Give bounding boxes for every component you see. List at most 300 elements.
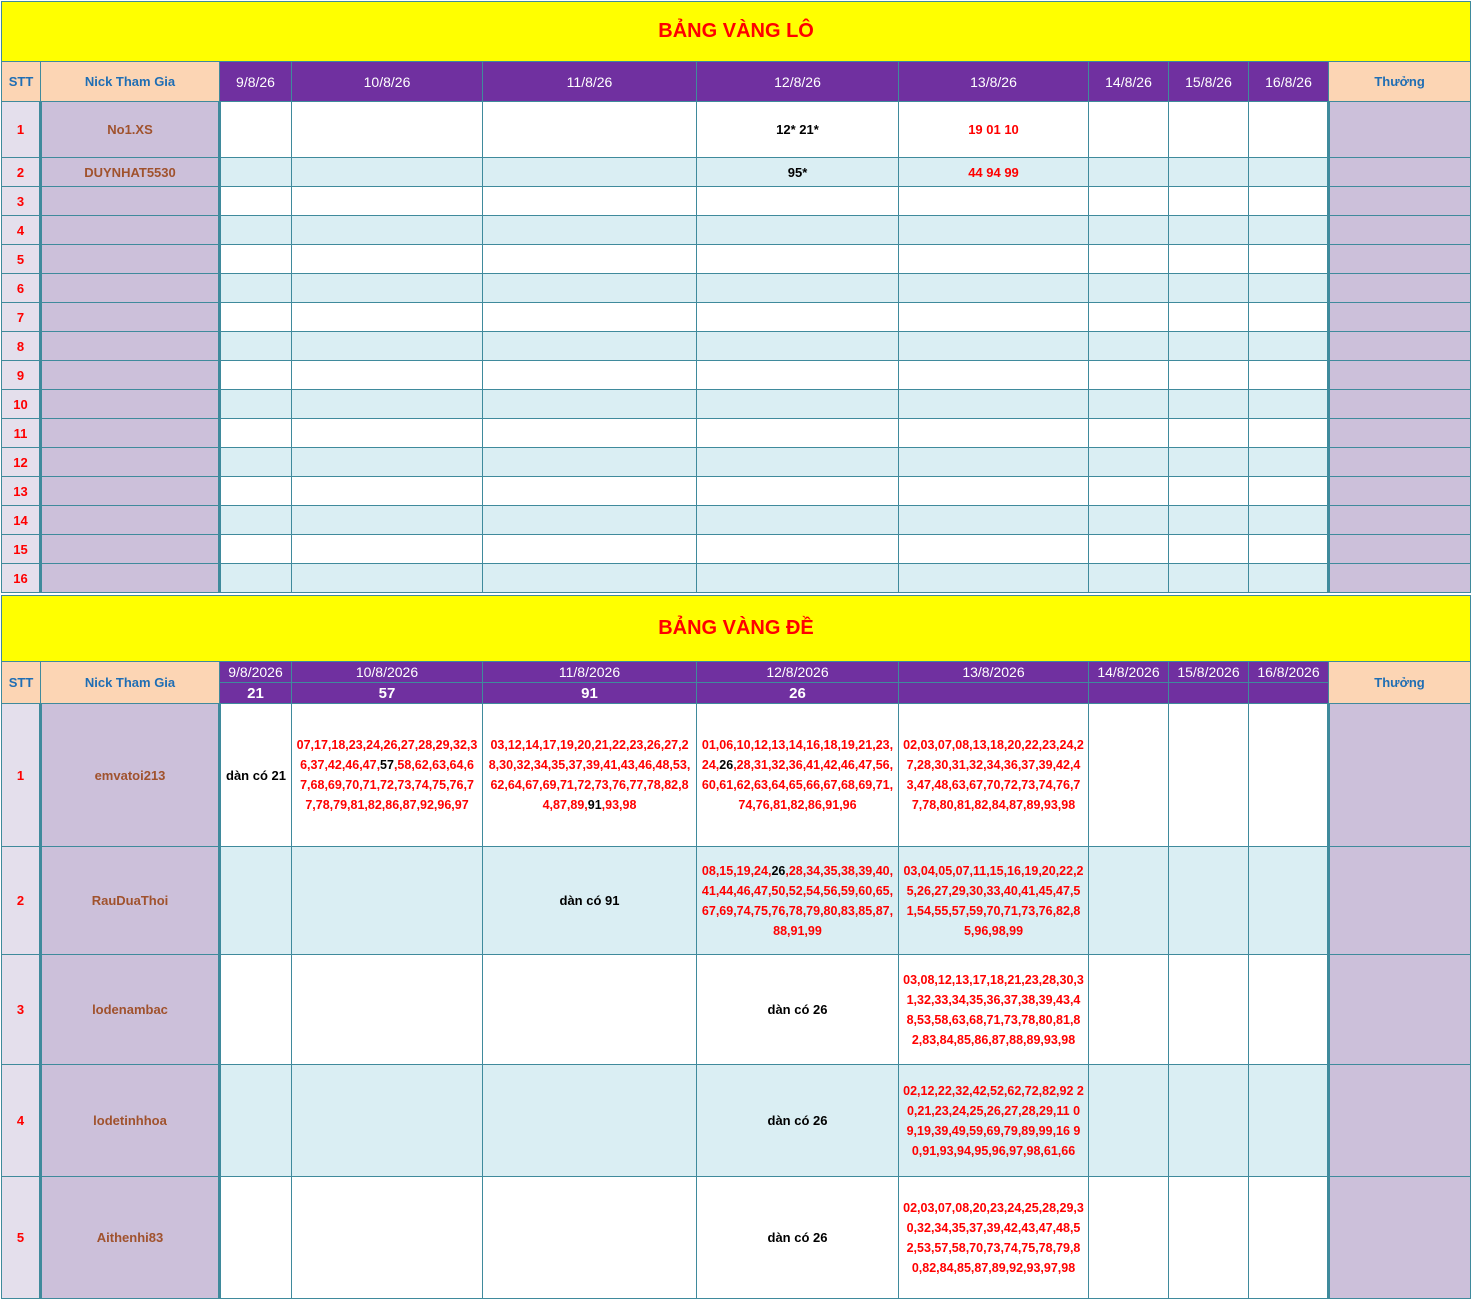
row-cell (1249, 245, 1329, 274)
table-row (2, 390, 1471, 419)
row-cell (1169, 1065, 1249, 1177)
row-reward (1329, 477, 1471, 506)
row-stt: 3 (2, 187, 41, 216)
row-cell (220, 361, 292, 390)
number-segment: 77,78,79,81,82,86,87,92,96,97 (305, 778, 474, 812)
number-segment: 36,37,42,46,47, (300, 738, 478, 772)
number-segment: 91 (587, 798, 602, 812)
row-cell (1089, 158, 1169, 187)
row-cell (1169, 477, 1249, 506)
row-cell (899, 535, 1089, 564)
row-cell (1089, 390, 1169, 419)
row-nick (41, 448, 220, 477)
lo-date-header: 15/8/26 (1169, 62, 1249, 102)
de-result: 26 (697, 683, 899, 704)
number-segment: 07,17,18,23,24,26,27,28,29,32, (296, 738, 471, 752)
table-row (2, 564, 1471, 593)
row-cell (1169, 704, 1249, 847)
row-cell (1249, 158, 1329, 187)
row-cell (483, 955, 697, 1065)
row-cell (697, 390, 899, 419)
number-segment: 03,12,14,17,19,20,21,22,23,26, (490, 738, 665, 752)
row-cell (1249, 564, 1329, 593)
row-cell (899, 332, 1089, 361)
row-cell (1249, 102, 1329, 158)
row-cell (483, 158, 697, 187)
row-cell (1169, 274, 1249, 303)
row-cell (220, 274, 292, 303)
table-row (2, 419, 1471, 448)
row-stt: 1 (2, 102, 41, 158)
row-cell (899, 187, 1089, 216)
table-row (2, 216, 1471, 245)
row-cell (483, 102, 697, 158)
table-row (2, 332, 1471, 361)
number-segment: 68,69,71,74,76,81,82,86,91,96 (738, 778, 894, 812)
table-row (2, 955, 1471, 1065)
lo-date-header: 13/8/26 (899, 62, 1089, 102)
row-cell (697, 535, 899, 564)
row-reward (1329, 1065, 1471, 1177)
row-stt: 7 (2, 303, 41, 332)
row-cell (1089, 187, 1169, 216)
row-cell (697, 564, 899, 593)
row-cell (1169, 102, 1249, 158)
row-cell (292, 158, 483, 187)
row-cell (1249, 535, 1329, 564)
row-cell (483, 477, 697, 506)
row-reward (1329, 1177, 1471, 1299)
row-cell (899, 361, 1089, 390)
row-cell (292, 187, 483, 216)
row-cell (292, 419, 483, 448)
number-segment: 08,15,19,24, (701, 863, 772, 878)
row-cell (220, 390, 292, 419)
row-nick (41, 303, 220, 332)
row-cell (899, 216, 1089, 245)
row-cell (292, 448, 483, 477)
row-nick (41, 245, 220, 274)
table-row (2, 361, 1471, 390)
row-cell (1089, 477, 1169, 506)
row-reward (1329, 506, 1471, 535)
row-cell (1249, 274, 1329, 303)
row-cell: dàn có 21 (220, 704, 292, 847)
row-reward (1329, 448, 1471, 477)
table-row (2, 187, 1471, 216)
row-cell (1169, 955, 1249, 1065)
row-reward (1329, 390, 1471, 419)
number-segment: 76,77,78,82,84,87,89, (542, 778, 689, 812)
row-stt: 4 (2, 216, 41, 245)
row-nick (41, 187, 220, 216)
row-cell (899, 506, 1089, 535)
row-cell: 12* 21* (697, 102, 899, 158)
row-cell (1169, 1177, 1249, 1299)
row-nick: RauDuaThoi (41, 847, 220, 955)
row-stt: 9 (2, 361, 41, 390)
table-row (2, 506, 1471, 535)
row-cell (292, 535, 483, 564)
lo-date-header: 11/8/26 (483, 62, 697, 102)
row-cell (1089, 847, 1169, 955)
row-cell (697, 847, 899, 955)
de-nick-header: Nick Tham Gia (41, 662, 220, 704)
row-cell (220, 245, 292, 274)
row-cell (483, 448, 697, 477)
row-cell (1249, 187, 1329, 216)
row-nick (41, 506, 220, 535)
row-nick: lodenambac (41, 955, 220, 1065)
row-cell (483, 187, 697, 216)
row-cell (697, 303, 899, 332)
number-segment: 01,06,10,12,13,14,16,18,19,21, (701, 738, 876, 752)
row-nick (41, 419, 220, 448)
number-segment: ,28,31,32,36,41,42,46, (733, 758, 859, 772)
row-cell (1169, 419, 1249, 448)
row-reward (1329, 274, 1471, 303)
row-cell (1249, 955, 1329, 1065)
row-cell (899, 274, 1089, 303)
row-cell (220, 847, 292, 955)
row-cell (292, 274, 483, 303)
de-title: BẢNG VÀNG ĐỀ (2, 596, 1471, 662)
row-cell (292, 361, 483, 390)
row-cell (1249, 216, 1329, 245)
row-stt: 2 (2, 847, 41, 955)
row-cell (483, 419, 697, 448)
row-cell (483, 245, 697, 274)
row-cell (1249, 704, 1329, 847)
row-stt: 15 (2, 535, 41, 564)
de-date-header: 12/8/2026 (697, 662, 899, 683)
row-cell (697, 216, 899, 245)
row-stt: 6 (2, 274, 41, 303)
row-cell (899, 564, 1089, 593)
row-cell: dàn có 26 (697, 1065, 899, 1177)
de-date-header: 15/8/2026 (1169, 662, 1249, 683)
table-row (2, 477, 1471, 506)
number-segment: ,58,62,63,64, (393, 758, 467, 772)
row-cell (220, 506, 292, 535)
row-cell (1089, 704, 1169, 847)
row-cell (697, 419, 899, 448)
row-cell (1089, 102, 1169, 158)
row-cell (1089, 535, 1169, 564)
row-cell (220, 564, 292, 593)
row-cell (1249, 361, 1329, 390)
table-row (2, 1065, 1471, 1177)
de-date-header: 13/8/2026 (899, 662, 1089, 683)
row-cell (1089, 1065, 1169, 1177)
row-cell (220, 1177, 292, 1299)
row-cell (1169, 390, 1249, 419)
row-cell: 02,12,22,32,42,52,62,72,82,92 20,21,23,24,25,26,27,28,29,11 09,19,39,49,59,69,79,89,99,16 90,91,93,94,95,96,97,98,61,66 (899, 1065, 1089, 1177)
lo-date-header: 10/8/26 (292, 62, 483, 102)
number-segment: 23,24, (701, 738, 894, 772)
number-segment: 57 (380, 758, 394, 772)
row-cell (220, 303, 292, 332)
row-cell (292, 1065, 483, 1177)
row-cell (483, 390, 697, 419)
row-cell (1249, 506, 1329, 535)
row-cell (220, 187, 292, 216)
row-stt: 13 (2, 477, 41, 506)
de-result (899, 683, 1089, 704)
row-cell (1089, 506, 1169, 535)
row-cell (220, 448, 292, 477)
de-result: 91 (483, 683, 697, 704)
row-nick (41, 564, 220, 593)
row-cell (1089, 245, 1169, 274)
de-date-header: 10/8/2026 (292, 662, 483, 683)
table-row (2, 448, 1471, 477)
row-reward (1329, 303, 1471, 332)
row-reward (1329, 419, 1471, 448)
de-date-header: 11/8/2026 (483, 662, 697, 683)
lo-reward-header: Thưởng (1329, 62, 1471, 102)
row-stt: 2 (2, 158, 41, 187)
row-cell (1249, 332, 1329, 361)
number-segment: 27,28,30,32,34,35,37,39,41,43, (488, 738, 689, 772)
row-cell: 03,04,05,07,11,15,16,19,20,22,25,26,27,29,30,33,40,41,45,47,51,54,55,57,59,70,71,73,76,82,85,96,98,99 (899, 847, 1089, 955)
table-row (2, 303, 1471, 332)
row-cell (220, 158, 292, 187)
row-nick (41, 361, 220, 390)
row-reward (1329, 102, 1471, 158)
row-nick (41, 477, 220, 506)
row-cell (483, 332, 697, 361)
row-cell (697, 187, 899, 216)
row-cell (1169, 332, 1249, 361)
de-result (1089, 683, 1169, 704)
row-reward (1329, 216, 1471, 245)
row-cell (1249, 847, 1329, 955)
row-cell (220, 419, 292, 448)
row-cell: 02,03,07,08,13,18,20,22,23,24,27,28,30,31,32,34,36,37,39,42,43,47,48,63,67,70,72,73,74,76,77,78,80,81,82,84,87,89,93,98 (899, 704, 1089, 847)
row-cell (899, 477, 1089, 506)
row-nick: lodetinhhoa (41, 1065, 220, 1177)
row-cell (899, 245, 1089, 274)
lo-date-header: 16/8/26 (1249, 62, 1329, 102)
row-cell (1249, 477, 1329, 506)
row-cell (220, 332, 292, 361)
row-nick: emvatoi213 (41, 704, 220, 847)
row-cell: 03,08,12,13,17,18,21,23,28,30,31,32,33,34,35,36,37,38,39,43,48,53,58,63,68,71,73,78,80,81,82,83,84,85,86,87,88,89,93,98 (899, 955, 1089, 1065)
row-reward (1329, 332, 1471, 361)
row-cell: dàn có 26 (697, 955, 899, 1065)
row-cell (292, 1177, 483, 1299)
row-cell (1169, 187, 1249, 216)
row-cell (1169, 216, 1249, 245)
row-stt: 1 (2, 704, 41, 847)
row-cell (292, 704, 483, 847)
row-nick (41, 332, 220, 361)
row-cell: 19 01 10 (899, 102, 1089, 158)
de-date-header: 9/8/2026 (220, 662, 292, 683)
de-date-header: 16/8/2026 (1249, 662, 1329, 683)
de-rows (2, 704, 1471, 1299)
row-cell (1089, 448, 1169, 477)
number-segment: 67,68,69,70,71,72,73,74,75,76, (300, 758, 474, 792)
row-cell: 44 94 99 (899, 158, 1089, 187)
row-stt: 10 (2, 390, 41, 419)
lo-title: BẢNG VÀNG LÔ (2, 2, 1471, 62)
row-cell (1169, 448, 1249, 477)
row-cell (1089, 274, 1169, 303)
row-cell (483, 1177, 697, 1299)
row-reward (1329, 564, 1471, 593)
row-nick (41, 390, 220, 419)
table-row (2, 245, 1471, 274)
row-nick (41, 216, 220, 245)
row-cell (1089, 216, 1169, 245)
de-result: 21 (220, 683, 292, 704)
row-reward (1329, 361, 1471, 390)
row-cell (220, 477, 292, 506)
row-cell (292, 477, 483, 506)
row-cell (1089, 955, 1169, 1065)
row-cell (899, 419, 1089, 448)
row-cell (483, 303, 697, 332)
row-nick: Aithenhi83 (41, 1177, 220, 1299)
de-result (1169, 683, 1249, 704)
row-cell (483, 704, 697, 847)
de-date-header: 14/8/2026 (1089, 662, 1169, 683)
table-row (2, 274, 1471, 303)
row-cell: 02,03,07,08,20,23,24,25,28,29,30,32,34,35,37,39,42,43,47,48,52,53,57,58,70,73,74,75,78,79,80,82,84,85,87,89,92,93,97,98 (899, 1177, 1089, 1299)
number-segment: ,93,98 (601, 798, 637, 812)
lo-stt-header: STT (2, 62, 41, 102)
number-segment: 26 (719, 758, 734, 772)
row-cell (220, 1065, 292, 1177)
row-cell (483, 1065, 697, 1177)
row-cell: dàn có 26 (697, 1177, 899, 1299)
row-cell (220, 955, 292, 1065)
row-cell (899, 390, 1089, 419)
lo-table (1, 1, 1471, 593)
row-cell (1169, 535, 1249, 564)
row-cell (1169, 847, 1249, 955)
row-cell (292, 847, 483, 955)
row-cell (292, 332, 483, 361)
row-nick: No1.XS (41, 102, 220, 158)
number-segment: ,28,34,35,38,39,40,41,44,46,47,50,52,54,56,59,60,65,67,69,74,75,76,78,79,80,83,85,87,88,91,99 (701, 863, 894, 938)
row-cell (292, 102, 483, 158)
row-cell (483, 535, 697, 564)
row-cell (220, 535, 292, 564)
row-stt: 8 (2, 332, 41, 361)
row-stt: 11 (2, 419, 41, 448)
row-cell (1089, 419, 1169, 448)
de-result: 57 (292, 683, 483, 704)
row-cell (1089, 1177, 1169, 1299)
de-table (1, 595, 1471, 1299)
row-cell (1249, 448, 1329, 477)
row-stt: 12 (2, 448, 41, 477)
row-cell (1249, 1065, 1329, 1177)
de-result (1249, 683, 1329, 704)
row-cell (292, 245, 483, 274)
row-stt: 3 (2, 955, 41, 1065)
row-cell (697, 448, 899, 477)
number-segment: 26 (771, 863, 786, 878)
row-cell (899, 448, 1089, 477)
row-cell (483, 564, 697, 593)
row-reward (1329, 704, 1471, 847)
row-reward (1329, 847, 1471, 955)
row-cell (483, 506, 697, 535)
row-cell (483, 361, 697, 390)
row-cell (697, 332, 899, 361)
row-stt: 5 (2, 1177, 41, 1299)
row-reward (1329, 187, 1471, 216)
table-row (2, 102, 1471, 158)
row-cell (899, 303, 1089, 332)
row-stt: 14 (2, 506, 41, 535)
row-reward (1329, 535, 1471, 564)
row-cell (1169, 158, 1249, 187)
row-nick (41, 274, 220, 303)
table-row (2, 847, 1471, 955)
row-reward (1329, 158, 1471, 187)
row-cell (1089, 332, 1169, 361)
row-cell (1169, 245, 1249, 274)
de-stt-header: STT (2, 662, 41, 704)
row-nick (41, 535, 220, 564)
row-cell (1169, 506, 1249, 535)
number-segment: 47,56,60,61,62,63,64,65,66,67, (701, 758, 894, 792)
row-reward (1329, 955, 1471, 1065)
table-row (2, 1177, 1471, 1299)
row-cell (292, 506, 483, 535)
lo-date-header: 14/8/26 (1089, 62, 1169, 102)
row-cell (292, 303, 483, 332)
row-cell (292, 390, 483, 419)
row-cell (220, 102, 292, 158)
row-stt: 16 (2, 564, 41, 593)
row-cell (1249, 303, 1329, 332)
table-row (2, 535, 1471, 564)
row-cell (1089, 361, 1169, 390)
row-reward (1329, 245, 1471, 274)
row-cell (697, 506, 899, 535)
row-cell (1169, 564, 1249, 593)
de-reward-header: Thưởng (1329, 662, 1471, 704)
row-stt: 5 (2, 245, 41, 274)
lo-date-header: 12/8/26 (697, 62, 899, 102)
number-segment: 46,48,53,62,64,67,69,71,72,73, (490, 758, 691, 792)
row-cell (1249, 1177, 1329, 1299)
row-cell: 95* (697, 158, 899, 187)
row-cell (697, 704, 899, 847)
row-cell (1089, 564, 1169, 593)
table-row (2, 704, 1471, 847)
row-cell (697, 245, 899, 274)
row-cell (697, 274, 899, 303)
table-row (2, 158, 1471, 187)
row-cell (483, 274, 697, 303)
row-cell (697, 361, 899, 390)
row-cell (1249, 390, 1329, 419)
row-cell (1169, 303, 1249, 332)
lo-rows (2, 102, 1471, 593)
row-stt: 4 (2, 1065, 41, 1177)
row-cell (1249, 419, 1329, 448)
row-cell (292, 955, 483, 1065)
row-cell (292, 564, 483, 593)
row-cell: dàn có 91 (483, 847, 697, 955)
